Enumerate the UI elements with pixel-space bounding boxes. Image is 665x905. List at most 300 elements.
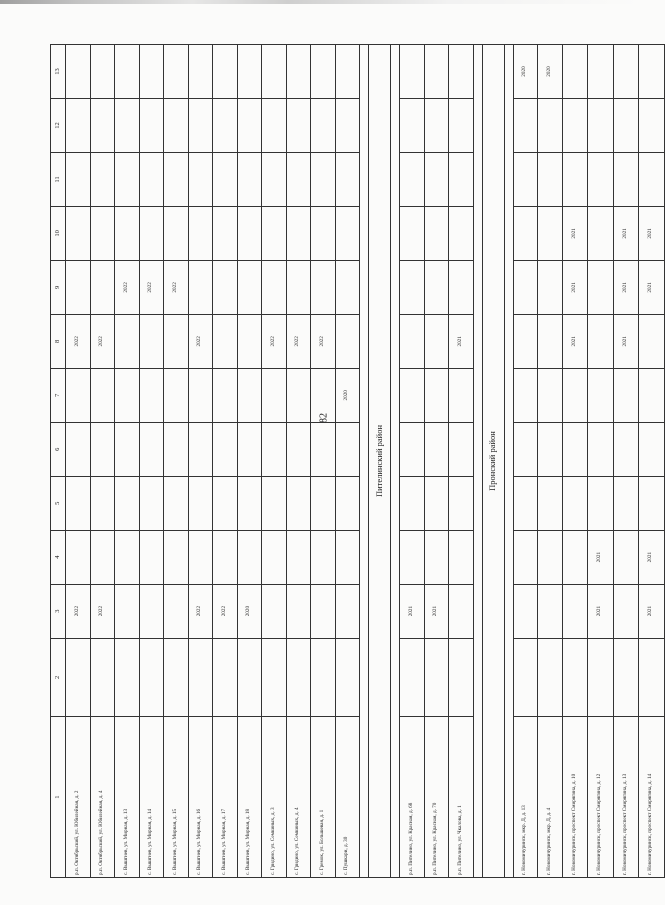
address-cell: г. Новомичуринск, проспект Смирягина, д. 14 xyxy=(639,717,665,878)
year-cell xyxy=(538,476,563,530)
year-cell xyxy=(639,152,665,206)
year-cell xyxy=(400,368,425,422)
year-cell xyxy=(311,530,336,584)
year-cell xyxy=(400,530,425,584)
year-cell xyxy=(588,45,614,99)
year-cell xyxy=(286,584,311,638)
year-cell xyxy=(213,530,238,584)
year-cell xyxy=(213,368,238,422)
year-cell: 2021 xyxy=(562,314,588,368)
year-cell xyxy=(262,206,287,260)
year-cell xyxy=(424,314,449,368)
year-cell xyxy=(400,476,425,530)
year-cell xyxy=(115,99,140,153)
address-cell: с. Гридино, ул. Семкиных, д. 3 xyxy=(262,717,287,878)
year-cell xyxy=(449,584,474,638)
year-cell: 2021 xyxy=(639,260,665,314)
year-cell xyxy=(237,99,262,153)
year-cell xyxy=(449,530,474,584)
year-cell: 2021 xyxy=(562,260,588,314)
year-cell xyxy=(335,314,360,368)
year-cell xyxy=(311,206,336,260)
scan-edge xyxy=(0,0,640,4)
table-row xyxy=(115,45,140,878)
year-cell xyxy=(335,584,360,638)
year-cell xyxy=(335,45,360,99)
table-row xyxy=(139,45,164,878)
year-cell xyxy=(90,99,115,153)
table-row xyxy=(237,45,262,878)
year-cell xyxy=(639,368,665,422)
year-cell xyxy=(66,530,91,584)
year-cell xyxy=(513,368,538,422)
year-cell xyxy=(115,476,140,530)
year-cell xyxy=(613,584,639,638)
year-cell xyxy=(139,422,164,476)
year-cell xyxy=(139,638,164,717)
year-cell xyxy=(286,422,311,476)
address-cell: р.п. Октябрьский, ул. Юбилейная, д. 2 xyxy=(66,717,91,878)
year-cell xyxy=(188,368,213,422)
year-cell xyxy=(613,99,639,153)
year-cell xyxy=(115,638,140,717)
year-cell xyxy=(513,530,538,584)
year-cell xyxy=(449,206,474,260)
district-heading: Пронский район xyxy=(482,45,504,878)
year-cell xyxy=(164,530,189,584)
year-cell xyxy=(66,638,91,717)
year-cell xyxy=(286,260,311,314)
year-cell: 2021 xyxy=(639,206,665,260)
spacer-cell xyxy=(391,45,400,878)
year-cell xyxy=(164,368,189,422)
column-header-10: 10 xyxy=(51,206,66,260)
year-cell xyxy=(335,422,360,476)
year-cell xyxy=(188,530,213,584)
year-cell xyxy=(286,638,311,717)
year-cell xyxy=(613,476,639,530)
year-cell xyxy=(164,314,189,368)
year-cell xyxy=(213,99,238,153)
year-cell xyxy=(424,476,449,530)
column-header-7: 7 xyxy=(51,368,66,422)
year-cell: 2022 xyxy=(213,584,238,638)
year-cell xyxy=(513,476,538,530)
year-cell xyxy=(562,476,588,530)
year-cell xyxy=(513,638,538,717)
year-cell xyxy=(262,152,287,206)
year-cell xyxy=(311,422,336,476)
year-cell xyxy=(213,45,238,99)
year-cell xyxy=(262,530,287,584)
year-cell xyxy=(90,422,115,476)
year-cell xyxy=(588,314,614,368)
address-cell: г. Новомичуринск, мкр. Д, д. 4 xyxy=(538,717,563,878)
year-cell xyxy=(424,422,449,476)
year-cell xyxy=(562,99,588,153)
year-cell xyxy=(588,368,614,422)
year-cell xyxy=(513,99,538,153)
year-cell xyxy=(513,260,538,314)
year-cell xyxy=(400,45,425,99)
spacer-cell xyxy=(473,45,482,878)
year-cell xyxy=(449,99,474,153)
year-cell xyxy=(513,422,538,476)
year-cell xyxy=(164,45,189,99)
year-cell xyxy=(311,638,336,717)
address-cell: г. Новомичуринск, проспект Смирягина, д. 12 xyxy=(588,717,614,878)
address-cell: г. Новомичуринск, мкр. Д, д. 13 xyxy=(513,717,538,878)
district-row xyxy=(369,45,391,878)
address-cell: р.п. Пителино, ул. Чкалова, д. 1 xyxy=(449,717,474,878)
year-cell xyxy=(237,314,262,368)
column-header-5: 5 xyxy=(51,476,66,530)
year-cell xyxy=(613,45,639,99)
year-cell xyxy=(164,422,189,476)
year-cell xyxy=(188,152,213,206)
year-cell xyxy=(424,206,449,260)
table-row xyxy=(538,45,563,878)
year-cell xyxy=(562,584,588,638)
column-header-9: 9 xyxy=(51,260,66,314)
year-cell: 2021 xyxy=(639,530,665,584)
year-cell xyxy=(639,476,665,530)
year-cell xyxy=(237,422,262,476)
page-number: 82 xyxy=(318,413,330,423)
table-row xyxy=(513,45,538,878)
year-cell xyxy=(188,260,213,314)
address-cell: с. Вышгнев, ул. Мирная, д. 17 xyxy=(213,717,238,878)
year-cell xyxy=(311,476,336,530)
year-cell xyxy=(213,314,238,368)
year-cell xyxy=(513,584,538,638)
year-cell: 2022 xyxy=(188,584,213,638)
year-cell xyxy=(335,530,360,584)
year-cell xyxy=(237,476,262,530)
year-cell xyxy=(400,260,425,314)
year-cell xyxy=(311,152,336,206)
year-cell xyxy=(262,368,287,422)
year-cell xyxy=(613,368,639,422)
year-cell xyxy=(562,152,588,206)
year-cell xyxy=(613,152,639,206)
table-row xyxy=(562,45,588,878)
address-cell: с. Вышгнев, ул. Мирная, д. 16 xyxy=(188,717,213,878)
table-row xyxy=(90,45,115,878)
address-cell: с. Вышгнев, ул. Мирная, д. 15 xyxy=(164,717,189,878)
year-cell xyxy=(90,45,115,99)
year-cell xyxy=(90,152,115,206)
table-row xyxy=(613,45,639,878)
year-cell xyxy=(311,584,336,638)
year-cell xyxy=(513,314,538,368)
year-cell xyxy=(262,99,287,153)
year-cell xyxy=(538,206,563,260)
year-cell xyxy=(115,422,140,476)
year-cell xyxy=(262,422,287,476)
year-cell xyxy=(237,530,262,584)
year-cell xyxy=(237,206,262,260)
year-cell xyxy=(639,638,665,717)
year-cell xyxy=(188,99,213,153)
year-cell xyxy=(562,45,588,99)
year-cell: 2022 xyxy=(139,260,164,314)
year-cell xyxy=(424,530,449,584)
year-cell xyxy=(286,99,311,153)
year-cell xyxy=(286,368,311,422)
district-heading: Пителинский район xyxy=(369,45,391,878)
year-cell xyxy=(66,206,91,260)
table-body xyxy=(66,45,665,878)
year-cell xyxy=(164,206,189,260)
year-cell xyxy=(262,45,287,99)
year-cell xyxy=(513,206,538,260)
year-cell xyxy=(311,368,336,422)
year-cell xyxy=(237,45,262,99)
year-cell xyxy=(188,476,213,530)
year-cell xyxy=(613,530,639,584)
year-cell: 2021 xyxy=(449,314,474,368)
section-spacer xyxy=(473,45,482,878)
year-cell xyxy=(286,476,311,530)
year-cell xyxy=(115,314,140,368)
year-cell: 2021 xyxy=(400,584,425,638)
year-cell xyxy=(424,45,449,99)
year-cell xyxy=(139,368,164,422)
year-cell xyxy=(90,530,115,584)
year-cell xyxy=(335,476,360,530)
table-row xyxy=(588,45,614,878)
address-cell: с. Вышгнев, ул. Мирная, д. 14 xyxy=(139,717,164,878)
year-cell xyxy=(400,99,425,153)
year-cell xyxy=(139,206,164,260)
year-cell xyxy=(262,476,287,530)
year-cell xyxy=(188,638,213,717)
year-cell: 2021 xyxy=(588,584,614,638)
section-spacer xyxy=(504,45,513,878)
year-cell xyxy=(139,476,164,530)
year-cell xyxy=(400,314,425,368)
table-row xyxy=(400,45,425,878)
year-cell: 2020 xyxy=(513,45,538,99)
address-cell: р.п. Пителино, ул. Красная, д. 70 xyxy=(424,717,449,878)
year-cell xyxy=(213,260,238,314)
year-cell: 2021 xyxy=(588,530,614,584)
year-cell xyxy=(424,638,449,717)
year-cell xyxy=(400,638,425,717)
district-row xyxy=(482,45,504,878)
year-cell xyxy=(237,152,262,206)
year-cell xyxy=(424,260,449,314)
year-cell xyxy=(538,314,563,368)
year-cell xyxy=(400,152,425,206)
year-cell xyxy=(538,638,563,717)
address-cell: г. Новомичуринск, проспект Смирягина, д. 10 xyxy=(562,717,588,878)
rotated-table-sheet xyxy=(50,44,654,878)
year-cell xyxy=(562,368,588,422)
year-cell xyxy=(237,260,262,314)
year-cell xyxy=(311,99,336,153)
table-row xyxy=(66,45,91,878)
year-cell xyxy=(286,45,311,99)
year-cell xyxy=(115,584,140,638)
year-cell xyxy=(639,314,665,368)
year-cell xyxy=(213,422,238,476)
year-cell xyxy=(139,152,164,206)
year-cell: 2020 xyxy=(335,368,360,422)
year-cell xyxy=(449,45,474,99)
year-cell xyxy=(90,206,115,260)
year-cell: 2021 xyxy=(424,584,449,638)
address-cell: с. Вышгнев, ул. Мирная, д. 18 xyxy=(237,717,262,878)
year-cell xyxy=(588,260,614,314)
year-cell xyxy=(164,584,189,638)
address-cell: с. Вышгнев, ул. Мирная, д. 13 xyxy=(115,717,140,878)
year-cell xyxy=(513,152,538,206)
year-cell: 2020 xyxy=(237,584,262,638)
year-cell xyxy=(66,99,91,153)
year-cell: 2021 xyxy=(613,314,639,368)
year-cell xyxy=(115,530,140,584)
year-cell xyxy=(335,152,360,206)
year-cell xyxy=(424,368,449,422)
address-cell: г. Новомичуринск, проспект Смирягина, д. 13 xyxy=(613,717,639,878)
year-cell xyxy=(538,99,563,153)
spacer-cell xyxy=(360,45,369,878)
column-header-3: 3 xyxy=(51,584,66,638)
year-cell: 2021 xyxy=(613,206,639,260)
year-cell xyxy=(188,45,213,99)
year-cell xyxy=(449,368,474,422)
year-cell xyxy=(262,638,287,717)
section-spacer xyxy=(360,45,369,878)
table-row xyxy=(262,45,287,878)
year-cell xyxy=(588,638,614,717)
year-cell xyxy=(449,152,474,206)
year-cell xyxy=(538,368,563,422)
year-cell: 2022 xyxy=(311,314,336,368)
table-row xyxy=(213,45,238,878)
year-cell xyxy=(311,45,336,99)
year-cell xyxy=(286,152,311,206)
year-cell xyxy=(538,152,563,206)
year-cell xyxy=(613,422,639,476)
year-cell xyxy=(449,260,474,314)
year-cell xyxy=(139,530,164,584)
year-cell xyxy=(562,422,588,476)
year-cell xyxy=(538,260,563,314)
year-cell: 2021 xyxy=(639,584,665,638)
year-cell: 2022 xyxy=(66,314,91,368)
year-cell xyxy=(424,152,449,206)
year-cell xyxy=(588,99,614,153)
year-cell xyxy=(588,476,614,530)
year-cell xyxy=(400,206,425,260)
year-cell xyxy=(164,152,189,206)
year-cell xyxy=(538,530,563,584)
table-row xyxy=(311,45,336,878)
year-cell xyxy=(538,584,563,638)
table-row xyxy=(639,45,665,878)
year-cell xyxy=(66,45,91,99)
table-row xyxy=(335,45,360,878)
column-header-2: 2 xyxy=(51,638,66,717)
year-cell xyxy=(90,638,115,717)
section-spacer xyxy=(391,45,400,878)
schedule-table xyxy=(50,44,665,878)
year-cell: 2022 xyxy=(90,584,115,638)
year-cell: 2022 xyxy=(188,314,213,368)
table-row xyxy=(424,45,449,878)
year-cell xyxy=(66,368,91,422)
year-cell xyxy=(335,99,360,153)
year-cell xyxy=(639,45,665,99)
address-cell: р.п. Пителино, ул. Красная, д. 68 xyxy=(400,717,425,878)
year-cell: 2022 xyxy=(262,314,287,368)
header-row xyxy=(51,45,66,878)
year-cell xyxy=(139,584,164,638)
year-cell xyxy=(66,152,91,206)
year-cell xyxy=(449,422,474,476)
year-cell xyxy=(449,476,474,530)
year-cell xyxy=(335,206,360,260)
year-cell xyxy=(262,260,287,314)
year-cell xyxy=(613,638,639,717)
address-cell: с. Гремок, ул. Большевая, д. 1 xyxy=(311,717,336,878)
year-cell xyxy=(639,99,665,153)
table-row xyxy=(188,45,213,878)
year-cell xyxy=(139,99,164,153)
table-row xyxy=(164,45,189,878)
year-cell xyxy=(538,422,563,476)
year-cell xyxy=(588,152,614,206)
year-cell xyxy=(424,99,449,153)
year-cell: 2021 xyxy=(562,206,588,260)
year-cell xyxy=(90,476,115,530)
spacer-cell xyxy=(504,45,513,878)
year-cell xyxy=(115,152,140,206)
year-cell: 2020 xyxy=(538,45,563,99)
year-cell xyxy=(335,260,360,314)
year-cell xyxy=(90,368,115,422)
year-cell xyxy=(311,260,336,314)
year-cell xyxy=(213,206,238,260)
year-cell xyxy=(588,206,614,260)
column-header-6: 6 xyxy=(51,422,66,476)
year-cell: 2022 xyxy=(164,260,189,314)
column-header-8: 8 xyxy=(51,314,66,368)
year-cell xyxy=(286,206,311,260)
column-header-12: 12 xyxy=(51,99,66,153)
year-cell: 2021 xyxy=(613,260,639,314)
year-cell xyxy=(449,638,474,717)
year-cell xyxy=(115,368,140,422)
year-cell: 2022 xyxy=(90,314,115,368)
year-cell xyxy=(237,638,262,717)
year-cell xyxy=(115,206,140,260)
year-cell xyxy=(188,206,213,260)
year-cell xyxy=(66,422,91,476)
year-cell xyxy=(588,422,614,476)
year-cell xyxy=(262,584,287,638)
year-cell xyxy=(213,152,238,206)
year-cell xyxy=(213,638,238,717)
year-cell: 2022 xyxy=(286,314,311,368)
year-cell xyxy=(639,422,665,476)
year-cell xyxy=(90,260,115,314)
year-cell xyxy=(66,260,91,314)
year-cell xyxy=(139,45,164,99)
